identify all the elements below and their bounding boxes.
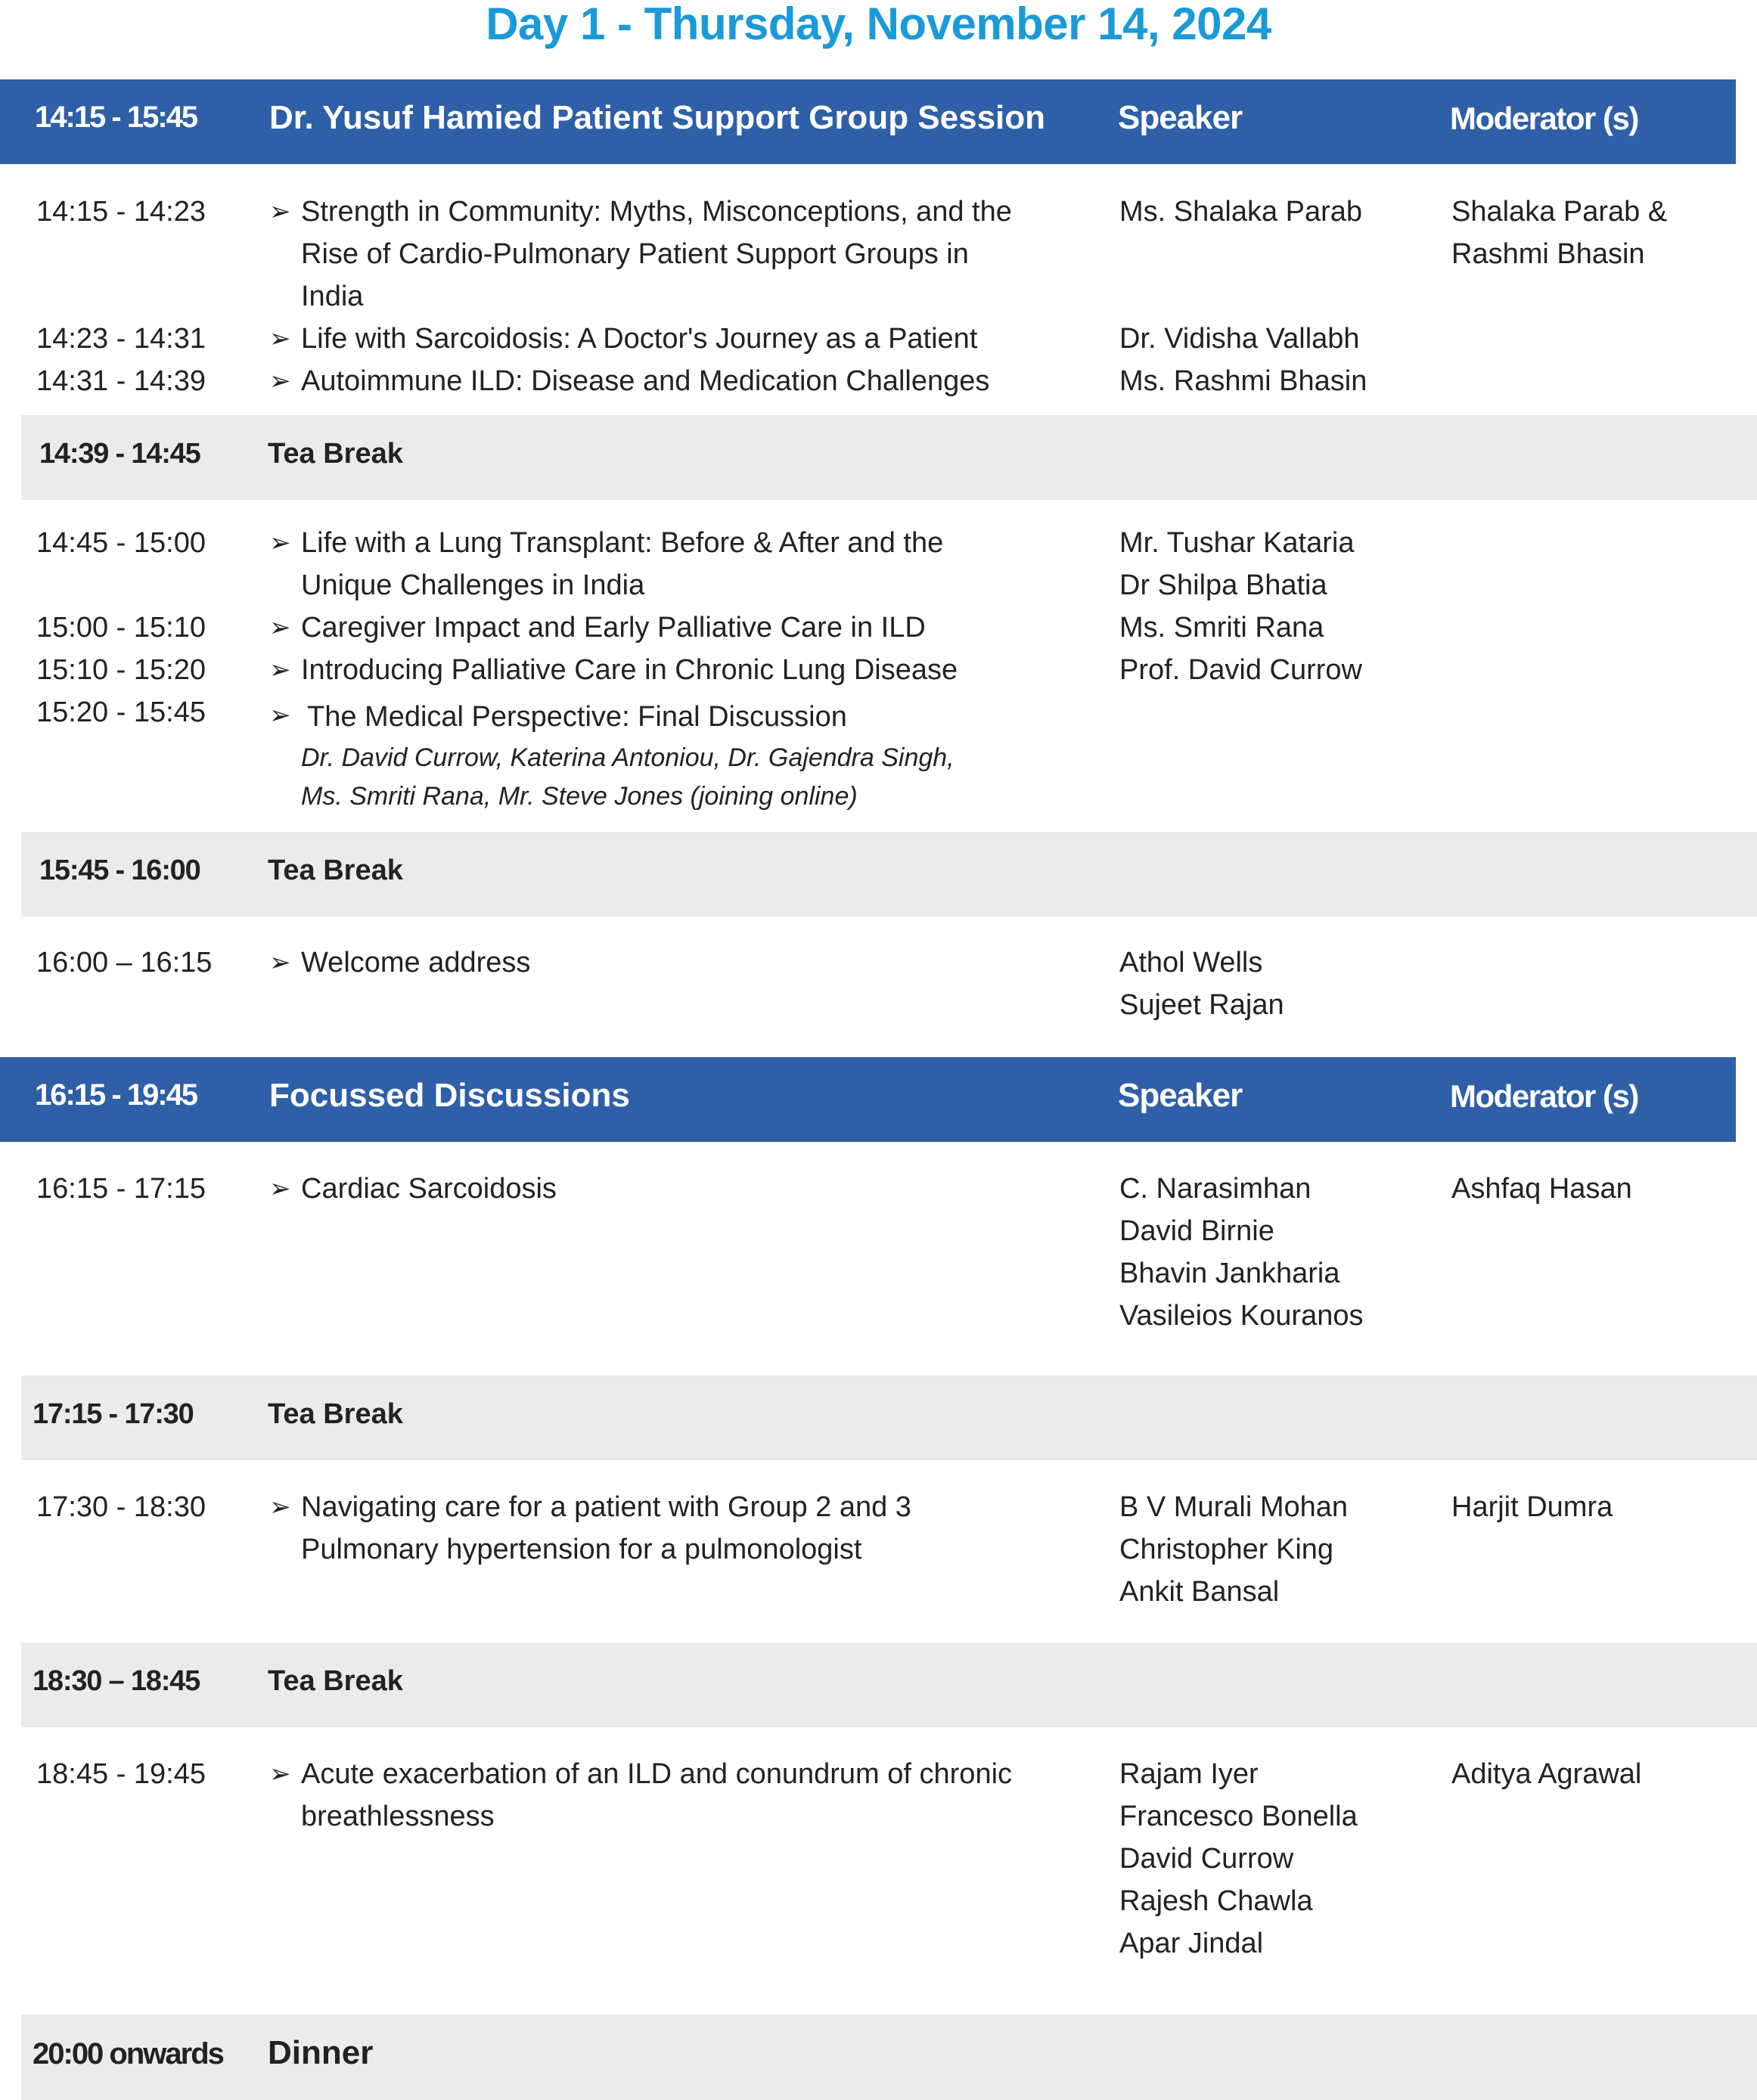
speaker-column-header: Speaker xyxy=(1118,99,1243,136)
speaker-name: David Birnie xyxy=(1119,1215,1274,1247)
session-header xyxy=(0,79,1736,164)
talk-title: Strength in Community: Myths, Misconceptions, and the xyxy=(301,196,1012,228)
speaker-name: Rajesh Chawla xyxy=(1119,1885,1313,1917)
bullet-arrow-icon: ➢ xyxy=(269,701,291,730)
bullet-arrow-icon: ➢ xyxy=(269,197,291,226)
break-label: Tea Break xyxy=(268,438,403,470)
dinner-label: Dinner xyxy=(268,2034,374,2071)
talk-title: India xyxy=(301,281,364,312)
break-label: Tea Break xyxy=(268,1665,403,1697)
talk-title: breathlessness xyxy=(301,1801,495,1832)
dinner-time: 20:00 onwards xyxy=(33,2037,223,2071)
moderator-column-header: Moderator (s) xyxy=(1450,1078,1638,1114)
speaker-name: Francesco Bonella xyxy=(1119,1801,1358,1832)
talk-title: Pulmonary hypertension for a pulmonologist xyxy=(301,1534,862,1565)
talk-title: The Medical Perspective: Final Discussion xyxy=(307,701,847,733)
row-time: 14:45 - 15:00 xyxy=(36,527,206,559)
row-time: 17:30 - 18:30 xyxy=(36,1491,206,1523)
moderator-name: Aditya Agrawal xyxy=(1451,1758,1642,1790)
talk-title: Introducing Palliative Care in Chronic Lung Disease xyxy=(301,654,958,686)
session-title: Focussed Discussions xyxy=(269,1077,630,1114)
talk-title: Caregiver Impact and Early Palliative Care in ILD xyxy=(301,612,926,644)
bullet-arrow-icon: ➢ xyxy=(269,948,291,977)
moderator-name: Ashfaq Hasan xyxy=(1451,1173,1632,1205)
talk-title: Cardiac Sarcoidosis xyxy=(301,1173,557,1205)
row-time: 15:00 - 15:10 xyxy=(36,612,206,644)
speaker-name: Prof. David Currow xyxy=(1119,654,1362,686)
tea-break-row xyxy=(21,832,1757,917)
moderator-name: Rashmi Bhasin xyxy=(1451,238,1645,270)
row-time: 14:31 - 14:39 xyxy=(36,365,206,397)
panel-members: Dr. David Currow, Katerina Antoniou, Dr. Gajendra Singh, xyxy=(301,743,955,772)
speaker-name: Vasileios Kouranos xyxy=(1119,1300,1364,1332)
speaker-name: Rajam Iyer xyxy=(1119,1758,1259,1790)
talk-title: Life with Sarcoidosis: A Doctor's Journey as a Patient xyxy=(301,323,978,355)
panel-members: Ms. Smriti Rana, Mr. Steve Jones (joining online) xyxy=(301,782,858,811)
moderator-name: Harjit Dumra xyxy=(1451,1491,1613,1523)
talk-title: Navigating care for a patient with Group 2 and 3 xyxy=(301,1491,911,1523)
talk-title: Autoimmune ILD: Disease and Medication Challenges xyxy=(301,365,990,397)
speaker-column-header: Speaker xyxy=(1118,1077,1243,1114)
bullet-arrow-icon: ➢ xyxy=(269,1760,291,1788)
speaker-name: David Currow xyxy=(1119,1843,1294,1875)
break-time: 18:30 – 18:45 xyxy=(33,1665,200,1697)
speaker-name: Dr. Vidisha Vallabh xyxy=(1119,323,1360,355)
bullet-arrow-icon: ➢ xyxy=(269,613,291,642)
row-time: 16:00 – 16:15 xyxy=(36,947,213,979)
row-time: 16:15 - 17:15 xyxy=(36,1173,206,1205)
talk-title: Acute exacerbation of an ILD and conundrum of chronic xyxy=(301,1758,1013,1790)
session-time: 16:15 - 19:45 xyxy=(35,1078,197,1112)
row-time: 15:10 - 15:20 xyxy=(36,654,206,686)
talk-title: Rise of Cardio-Pulmonary Patient Support Groups in xyxy=(301,238,969,270)
speaker-name: C. Narasimhan xyxy=(1119,1173,1312,1205)
speaker-name: Apar Jindal xyxy=(1119,1928,1264,1959)
speaker-name: B V Murali Mohan xyxy=(1119,1491,1349,1523)
tea-break-row xyxy=(21,1642,1757,1727)
speaker-name: Athol Wells xyxy=(1119,947,1263,979)
row-time: 14:15 - 14:23 xyxy=(36,196,206,228)
speaker-name: Ms. Shalaka Parab xyxy=(1119,196,1363,228)
speaker-name: Mr. Tushar Kataria xyxy=(1119,527,1355,559)
bullet-arrow-icon: ➢ xyxy=(269,529,291,557)
talk-title: Life with a Lung Transplant: Before & After and the xyxy=(301,527,944,559)
page-title: Day 1 - Thursday, November 14, 2024 xyxy=(486,0,1271,49)
speaker-name: Ms. Smriti Rana xyxy=(1119,612,1324,644)
moderator-column-header: Moderator (s) xyxy=(1450,101,1638,136)
break-time: 15:45 - 16:00 xyxy=(39,855,200,886)
bullet-arrow-icon: ➢ xyxy=(269,1174,291,1203)
bullet-arrow-icon: ➢ xyxy=(269,1493,291,1521)
session-time: 14:15 - 15:45 xyxy=(35,101,197,134)
row-time: 14:23 - 14:31 xyxy=(36,323,206,355)
bullet-arrow-icon: ➢ xyxy=(269,324,291,353)
speaker-name: Sujeet Rajan xyxy=(1119,989,1284,1021)
speaker-name: Dr Shilpa Bhatia xyxy=(1119,569,1327,601)
row-time: 18:45 - 19:45 xyxy=(36,1758,206,1790)
break-label: Tea Break xyxy=(268,1398,403,1430)
break-time: 17:15 - 17:30 xyxy=(33,1398,194,1430)
session-header xyxy=(0,1057,1736,1142)
bullet-arrow-icon: ➢ xyxy=(269,656,291,684)
speaker-name: Ankit Bansal xyxy=(1119,1576,1280,1608)
tea-break-row xyxy=(21,1376,1757,1460)
break-label: Tea Break xyxy=(268,855,403,886)
row-time: 15:20 - 15:45 xyxy=(36,696,206,728)
talk-title: Unique Challenges in India xyxy=(301,569,645,601)
session-title: Dr. Yusuf Hamied Patient Support Group Session xyxy=(269,99,1046,136)
speaker-name: Christopher King xyxy=(1119,1534,1334,1565)
bullet-arrow-icon: ➢ xyxy=(269,367,291,395)
talk-title: Welcome address xyxy=(301,947,531,979)
tea-break-row xyxy=(21,415,1757,500)
moderator-name: Shalaka Parab & xyxy=(1451,196,1668,228)
break-time: 14:39 - 14:45 xyxy=(39,438,200,470)
speaker-name: Bhavin Jankharia xyxy=(1119,1258,1340,1289)
speaker-name: Ms. Rashmi Bhasin xyxy=(1119,365,1367,397)
dinner-row xyxy=(21,2015,1757,2100)
